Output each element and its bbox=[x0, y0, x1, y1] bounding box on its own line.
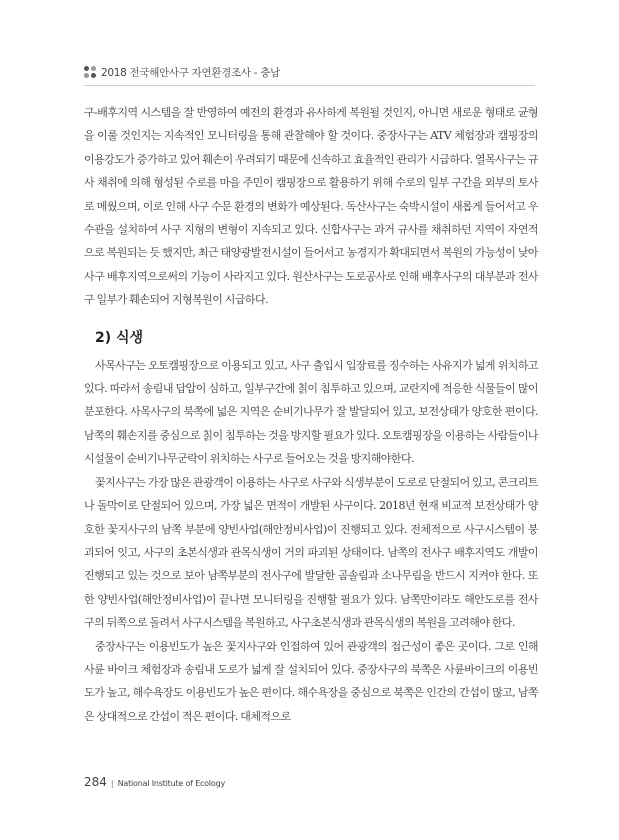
paragraph-samok: 사목사구는 오토캠핑장으로 이용되고 있고, 사구 출입시 입장료를 징수하는 사유지가 넓게 위치하고 있다. 따라서 송림내 답압이 심하고, 일부구간에 칡이 침투하고 있으며, 교란지에 적응한 식물들이 많이 분포한다. 사목사구의 북쪽에 넓은 지역은 순비기나무가 잘 발달되어 있고, 보전상태가 양호한 편이다. 남쪽의 훼손지를 중심으로 칡이 침투하는 것을 방지할 필요가 있다. 오토캠핑장을 이용하는 사람들이나 시설물이 순비기나무군락이 위치하는 사구로 들어오는 것을 방지해야한다. bbox=[84, 358, 538, 466]
section-title: 2) 식생 bbox=[95, 329, 144, 346]
paragraph-continued: 구-배후지역 시스템을 잘 반영하여 예전의 환경과 유사하게 복원될 것인지, 아니면 새로운 형태로 균형을 이룰 것인지는 지속적인 모니터링을 통해 관찰해야 할 것이다. 중장사구는 ATV 체험장과 캠핑장의 이용강도가 증가하고 있어 훼손이 우려되기 때문에 신속하고 효율적인 관리가 시급하다. 열목사구는 규사 채취에 의해 형성된 수로를 마을 주민이 캠핑장으로 활용하기 위해 수로의 일부 구간을 외부의 토사로 메웠으며, 이로 인해 사구 수문 환경의 변화가 예상된다. 독산사구는 숙박시설이 새롭게 들어서고 우수관을 설치하여 사구 지형의 변형이 지속되고 있다. 신합사구는 과거 규사를 채취하던 지역이 자연적으로 복원되는 듯 했지만, 최근 태양광발전시설이 들어서고 농경지가 확대되면서 복원의 가능성이 낮아 사구 배후지역으로써의 기능이 사라지고 있다. 원산사구는 도로공사로 인해 배후사구의 대부분과 전사구 일부가 훼손되어 지형복원이 시급하다. bbox=[84, 106, 538, 307]
header-dots-icon bbox=[84, 66, 96, 78]
footer-publisher: National Institute of Ecology bbox=[117, 779, 225, 788]
page-footer bbox=[84, 775, 225, 789]
paragraph-jungjang: 중장사구는 이용빈도가 높은 꽃지사구와 인접하여 있어 관광객의 접근성이 좋은 곳이다. 그로 인해 사륜 바이크 체험장과 송림내 도로가 넓게 잘 설치되어 있다. 중장사구의 북쪽은 사륜바이크의 이용빈도가 높고, 해수욕장도 이용빈도가 높은 편이다. 해수욕장을 중심으로 북쪽은 인간의 간섭이 많고, 남쪽은 상대적으로 간섭이 적은 편이다. 대체적으로 bbox=[84, 639, 538, 723]
header-title: 2018 전국해안사구 자연환경조사 - 충남 bbox=[101, 66, 280, 79]
paragraph-kkotji: 꽃지사구는 가장 많은 관광객이 이용하는 사구로 사구와 식생부분이 도로로 단절되어 있고, 콘크리트나 돌막이로 단절되어 있으며, 가장 넓은 면적이 개발된 사구이다. 2018년 현재 비교적 보전상태가 양호한 꽃지사구의 남쪽 부분에 양빈사업(해안정비사업)이 진행되고 있다. 전체적으로 사구시스템이 붕괴되어 잇고, 사구의 초본식생과 관목식생이 거의 파괴된 상태이다. 남쪽의 전사구 배후지역도 개발이 진행되고 있는 것으로 보아 남쪽부분의 전사구에 발달한 곰솔림과 소나무림을 반드시 지켜야 한다. 또한 양빈사업(해안정비사업)이 끝나면 모니터링을 진행할 필요가 있다. 남쪽만이라도 해안도로를 전사구의 뒤쪽으로 돌려서 사구시스템을 복원하고, 사구초본식생과 관목식생의 복원을 고려해야 한다. bbox=[84, 475, 538, 630]
page-number: 284 bbox=[84, 775, 107, 789]
header-divider bbox=[84, 85, 535, 86]
body-content bbox=[84, 101, 538, 728]
footer-separator: | bbox=[110, 779, 114, 788]
running-header bbox=[84, 64, 280, 80]
